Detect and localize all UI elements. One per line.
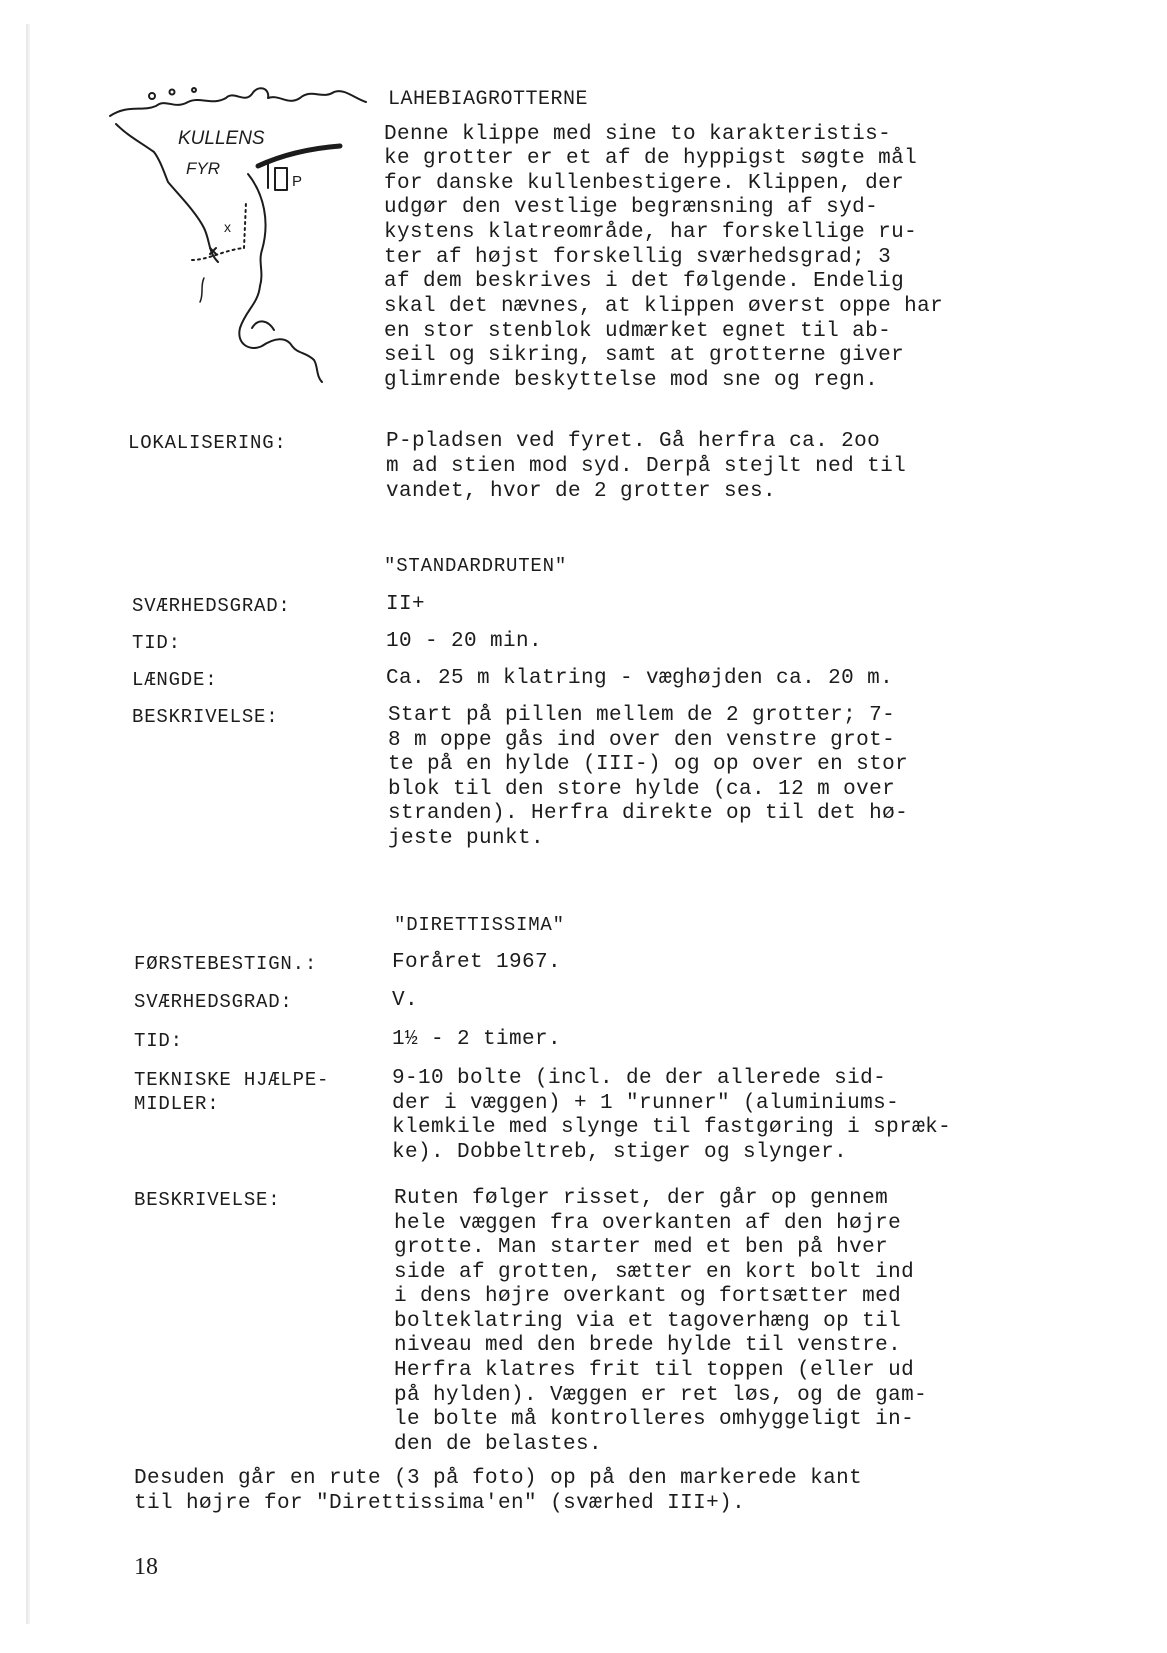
route1-title: "STANDARDRUTEN" bbox=[384, 555, 568, 577]
route2-description-line: side af grotten, sætter en kort bolt ind bbox=[394, 1261, 915, 1284]
route2-aids-line: klemkile med slynge til fastgøring i spræk- bbox=[392, 1116, 952, 1139]
intro-line: Denne klippe med sine to karakteristis- bbox=[384, 123, 892, 146]
route1-time-value: 10 - 20 min. bbox=[386, 630, 543, 653]
route2-first-ascent-value: Foråret 1967. bbox=[392, 951, 562, 974]
intro-line: ter af højst forskellig sværhedsgrad; 3 bbox=[384, 246, 892, 269]
route1-description-line: Start på pillen mellem de 2 grotter; 7- bbox=[388, 704, 896, 727]
page-number: 18 bbox=[134, 1554, 158, 1580]
route1-description-line: blok til den store hylde (ca. 12 m over bbox=[388, 778, 896, 801]
route2-aids-label: TEKNISKE HJÆLPE- bbox=[134, 1069, 330, 1091]
route1-length-label: LÆNGDE: bbox=[132, 669, 218, 691]
route2-description-line: le bolte må kontrolleres omhyggeligt in- bbox=[394, 1408, 915, 1431]
map-label-fyr: FYR bbox=[186, 159, 220, 178]
route2-description-line: niveau med den brede hylde til venstre. bbox=[394, 1334, 902, 1357]
route2-aids-line: der i væggen) + 1 "runner" (aluminiums- bbox=[392, 1092, 900, 1115]
intro-line: seil og sikring, samt at grotterne giver bbox=[384, 344, 905, 367]
route2-description-line: Ruten følger risset, der går op gennem bbox=[394, 1187, 889, 1210]
footer-note-line: Desuden går en rute (3 på foto) op på den markerede kant bbox=[134, 1467, 863, 1490]
intro-line: af dem beskrives i det følgende. Endelig bbox=[384, 270, 905, 293]
intro-line: ke grotter er et af de hyppigst søgte mål bbox=[384, 147, 918, 170]
route2-time-label: TID: bbox=[134, 1030, 183, 1052]
location-label: LOKALISERING: bbox=[128, 432, 287, 454]
intro-line: kystens klatreområde, har forskellige ru- bbox=[384, 221, 918, 244]
route2-difficulty-label: SVÆRHEDSGRAD: bbox=[134, 991, 293, 1013]
route2-description-line: på hylden). Væggen er ret løs, og de gam- bbox=[394, 1384, 928, 1407]
page-title: LAHEBIAGROTTERNE bbox=[388, 88, 589, 111]
route1-description-line: stranden). Herfra direkte op til det hø- bbox=[388, 802, 909, 825]
map-parking-label: P bbox=[292, 173, 303, 190]
footer-note-line: til højre for "Direttissima'en" (sværhed III+). bbox=[134, 1492, 746, 1515]
route1-description-line: 8 m oppe gås ind over den venstre grot- bbox=[388, 729, 896, 752]
route1-difficulty-label: SVÆRHEDSGRAD: bbox=[132, 595, 291, 617]
route2-description-line: Herfra klatres frit til toppen (eller ud bbox=[394, 1359, 915, 1382]
route2-aids-label: MIDLER: bbox=[134, 1093, 220, 1115]
route2-difficulty-value: V. bbox=[392, 989, 419, 1012]
route2-description-line: i dens højre overkant og fortsætter med bbox=[394, 1285, 902, 1308]
route1-description-line: te på en hylde (III-) og op over en stor bbox=[388, 753, 909, 776]
route2-description-line: hele væggen fra overkanten af den højre bbox=[394, 1212, 902, 1235]
location-line: vandet, hvor de 2 grotter ses. bbox=[386, 480, 777, 503]
route1-time-label: TID: bbox=[132, 632, 181, 654]
route1-difficulty-value: II+ bbox=[386, 593, 426, 616]
intro-line: udgør den vestlige begrænsning af syd- bbox=[384, 196, 879, 219]
location-line: P-pladsen ved fyret. Gå herfra ca. 2oo bbox=[386, 430, 881, 453]
intro-line: skal det nævnes, at klippen øverst oppe har bbox=[384, 295, 944, 318]
route2-description-line: grotte. Man starter med et ben på hver bbox=[394, 1236, 889, 1259]
route1-description-label: BESKRIVELSE: bbox=[132, 706, 279, 728]
intro-line: for danske kullenbestigere. Klippen, der bbox=[384, 172, 905, 195]
location-sketch-map bbox=[108, 82, 370, 412]
route2-description-label: BESKRIVELSE: bbox=[134, 1189, 281, 1211]
location-line: m ad stien mod syd. Derpå stejlt ned til bbox=[386, 455, 907, 478]
route2-aids-line: 9-10 bolte (incl. de der allerede sid- bbox=[392, 1067, 887, 1090]
intro-line: en stor stenblok udmærket egnet til ab- bbox=[384, 320, 892, 343]
route1-description-line: jeste punkt. bbox=[388, 827, 545, 850]
route2-time-value: 1½ - 2 timer. bbox=[392, 1028, 562, 1051]
route2-description-line: bolteklatring via et tagoverhæng op til bbox=[394, 1310, 902, 1333]
route2-title: "DIRETTISSIMA" bbox=[394, 914, 565, 936]
route2-aids-line: ke). Dobbeltreb, stiger og slynger. bbox=[392, 1141, 848, 1164]
intro-line: glimrende beskyttelse mod sne og regn. bbox=[384, 369, 879, 392]
page-edge-shadow bbox=[26, 24, 30, 1624]
route2-first-ascent-label: FØRSTEBESTIGN.: bbox=[134, 953, 318, 975]
route1-length-value: Ca. 25 m klatring - væghøjden ca. 20 m. bbox=[386, 667, 894, 690]
route2-description-line: den de belastes. bbox=[394, 1433, 603, 1456]
map-marker-label: x bbox=[224, 219, 231, 235]
map-label-kullens: KULLENS bbox=[178, 128, 265, 149]
